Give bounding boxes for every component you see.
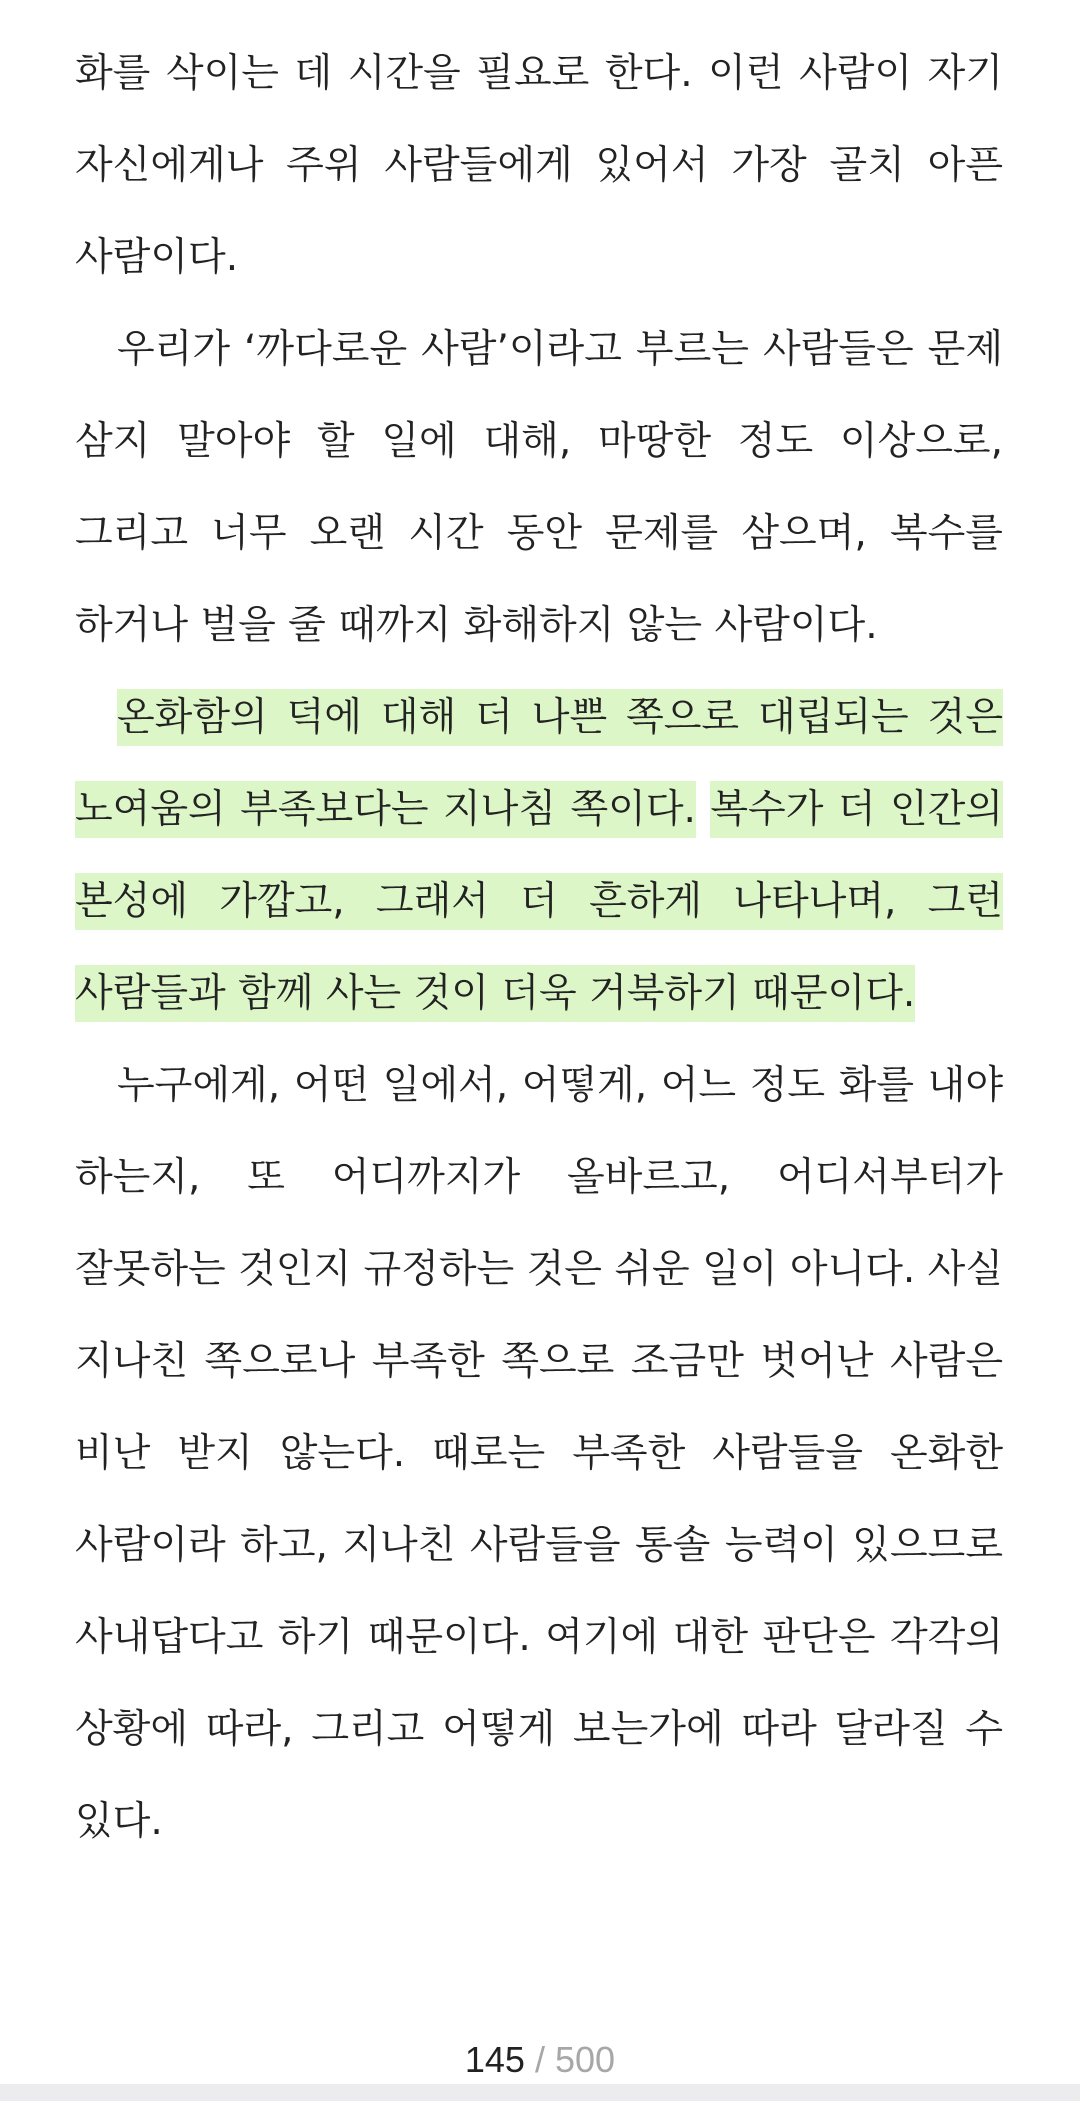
paragraph	[75, 28, 1003, 304]
paragraph-text[interactable]: 누구에게, 어떤 일에서, 어떻게, 어느 정도 화를 내야 하는지, 또 어디까지가 올바르고, 어디서부터가 잘못하는 것인지 규정하는 것은 쉬운 일이 아니다. 사실 지나친 쪽으로나 부족한 쪽으로 조금만 벗어난 사람은 비난 받지 않는다. 때로는 부족한 사람들을 온화한 사람이라 하고, 지나친 사람들을 통솔 능력이 있으므로 사내답다고 하기 때문이다. 여기에 대한 판단은 각각의 상황에 따라, 그리고 어떻게 보는가에 따라 달라질 수 있다.	[75, 1063, 1004, 1844]
paragraph	[75, 1040, 1003, 1868]
page-separator: /	[534, 2039, 545, 2080]
paragraph	[75, 672, 1003, 1040]
highlighted-text[interactable]: 복수가 더 인간의 본성에 가깝고, 그래서 더 흔하게 나타나며, 그런 사람들과 함께 사는 것이 더욱 거북하기 때문이다.	[75, 781, 1003, 1022]
highlighted-text[interactable]: 온화함의 덕에 대해 더 나쁜 쪽으로 대립되는 것은 노여움의 부족보다는 지나침 쪽이다.	[75, 689, 1003, 838]
page-indicator	[0, 2036, 1080, 2084]
paragraph	[75, 304, 1003, 672]
paragraph-text[interactable]	[696, 787, 710, 832]
bottom-bar	[0, 2084, 1080, 2101]
page-current: 145	[464, 2039, 525, 2080]
book-text	[75, 28, 1003, 1868]
paragraph-text[interactable]: 우리가 ‘까다로운 사람’이라고 부르는 사람들은 문제 삼지 말아야 할 일에 대해, 마땅한 정도 이상으로, 그리고 너무 오랜 시간 동안 문제를 삼으며, 복수를 하거나 벌을 줄 때까지 화해하지 않는 사람이다.	[75, 327, 1003, 648]
page-total: 500	[555, 2039, 616, 2080]
paragraph-text[interactable]: 화를 삭이는 데 시간을 필요로 한다. 이런 사람이 자기 자신에게나 주위 사람들에게 있어서 가장 골치 아픈 사람이다.	[75, 51, 1003, 280]
